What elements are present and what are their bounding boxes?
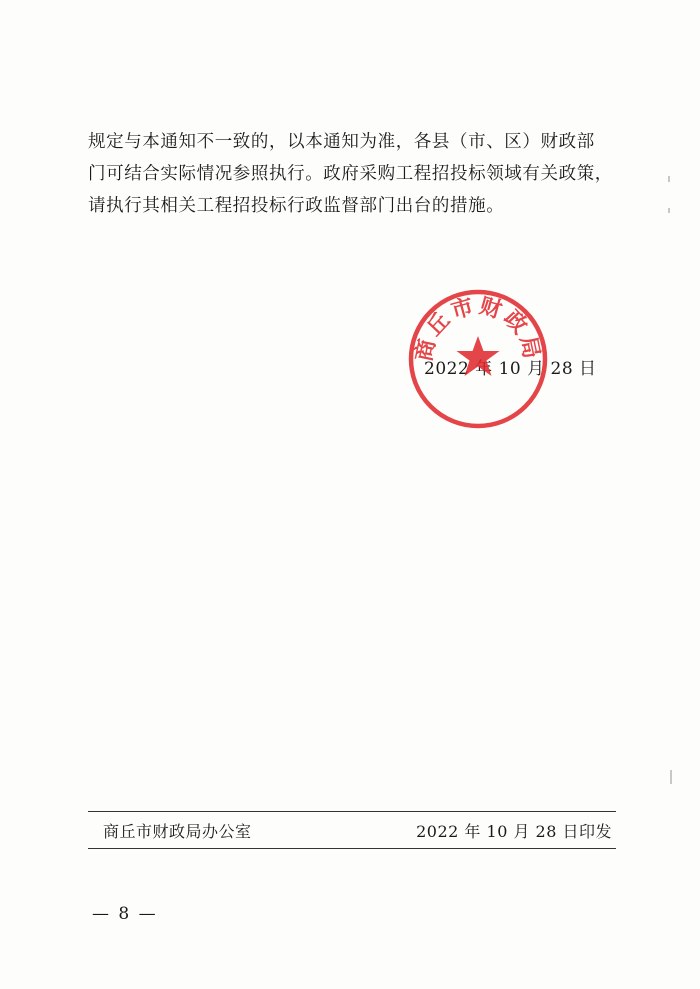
page-number: — 8 — — [92, 904, 158, 924]
body-line-1: 规定与本通知不一致的，以本通知为准，各县（市、区）财政部 — [88, 132, 595, 152]
footer-rule-top — [88, 811, 616, 812]
seal-text: 商丘市财政局 — [410, 292, 546, 364]
footer-print-date: 2022 年 10 月 28 日印发 — [416, 822, 612, 841]
signature-date: 2022 年 10 月 28 日 — [424, 359, 597, 379]
footer-rule-bottom — [88, 848, 616, 849]
body-line-2: 门可结合实际情况参照执行。政府采购工程招投标领域有关政策， — [88, 164, 613, 184]
body-line-3: 请执行其相关工程招投标行政监督部门出台的措施。 — [88, 196, 505, 216]
footer-issuer: 商丘市财政局办公室 — [103, 822, 252, 841]
scan-mark — [668, 176, 670, 182]
scan-mark — [670, 770, 672, 784]
official-seal-icon — [407, 288, 549, 430]
body-paragraph — [88, 126, 618, 222]
seal-star-icon — [457, 336, 500, 376]
scan-mark — [668, 208, 670, 213]
